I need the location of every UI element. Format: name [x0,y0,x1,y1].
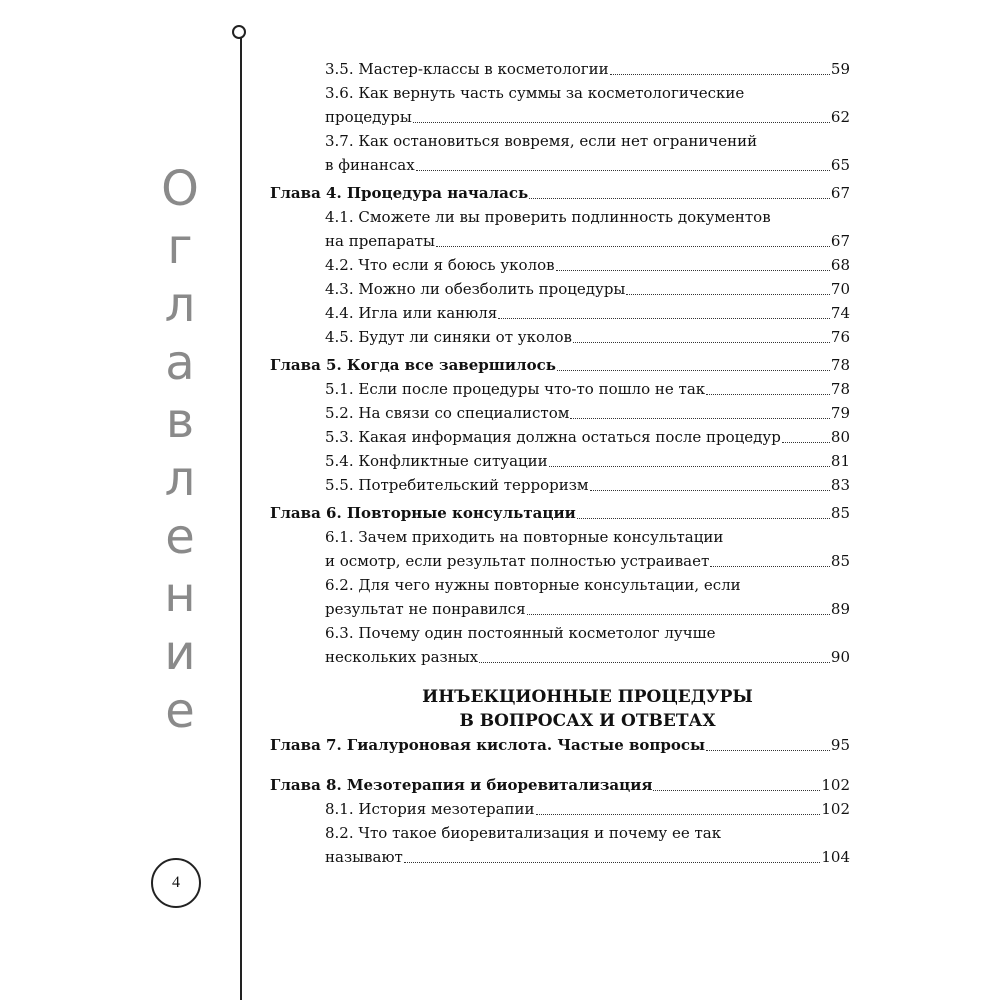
toc-entry-title: называют [325,848,403,866]
toc-entry-page: 95 [830,736,850,754]
toc-entry-page: 67 [830,184,850,202]
toc-entry-page: 68 [830,256,850,274]
toc-chapter-title: Глава 5. Когда все завершилось [270,356,556,374]
toc-chapter-title: Глава 7. Гиалуроновая кислота. Частые вопросы [270,736,706,754]
page-number-circle [151,858,201,908]
toc-entry-page: 59 [830,60,850,78]
toc-entry-3-6-line1[interactable]: 3.6. Как вернуть часть суммы за косметологические [325,84,745,102]
toc-entry-page: 83 [830,476,850,494]
toc-entry-page: 67 [830,232,850,250]
dot-leader [577,518,830,519]
toc-entry-3-5[interactable] [270,57,850,81]
vertical-title-letter: а [165,335,195,391]
toc-entry-4-5[interactable] [270,325,850,349]
dot-leader [706,750,830,751]
toc-entry-6-2[interactable] [270,597,850,621]
divider-top-circle [232,25,246,39]
vertical-title-letter: е [165,683,195,739]
toc-entry-4-1-line1[interactable]: 4.1. Сможете ли вы проверить подлинность документов [325,208,771,226]
toc-entry-page: 79 [830,404,850,422]
toc-entry-title: результат не понравился [325,600,526,618]
toc-entry-4-2[interactable] [270,253,850,277]
dot-leader [498,318,830,319]
toc-entry-8-2[interactable] [270,845,850,869]
toc-entry-title: в финансах [325,156,415,174]
toc-entry-page: 70 [830,280,850,298]
toc-entry-title: нескольких разных [325,648,479,666]
toc-entry-page: 85 [830,504,850,522]
toc-entry-title: и осмотр, если результат полностью устраивает [325,552,710,570]
dot-leader [536,814,821,815]
part-heading [270,685,850,733]
toc-entry-4-1[interactable] [270,229,850,253]
dot-leader [527,614,830,615]
toc-entry-title: 8.1. История мезотерапии [325,800,535,818]
dot-leader [413,122,830,123]
toc-entry-page: 80 [830,428,850,446]
dot-leader [573,342,830,343]
vertical-title-letter: О [161,161,199,217]
dot-leader [610,74,830,75]
toc-entry-title: 5.1. Если после процедуры что-то пошло не так [325,380,706,398]
dot-leader [782,442,830,443]
vertical-title-letter: в [165,393,195,449]
toc-entry-title: 5.3. Какая информация должна остаться после процедур [325,428,781,446]
toc-entry-6-3-line1[interactable]: 6.3. Почему один постоянный косметолог лучше [325,624,716,642]
dot-leader [529,198,830,199]
dot-leader [557,370,830,371]
toc-chapter-5[interactable] [270,353,850,377]
toc-entry-page: 102 [821,800,850,818]
toc-chapter-title: Глава 8. Мезотерапия и биоревитализация [270,776,653,794]
toc-entry-page: 90 [830,648,850,666]
dot-leader [653,790,820,791]
toc-entry-page: 81 [830,452,850,470]
toc-entry-3-7[interactable] [270,153,850,177]
toc-chapter-title: Глава 6. Повторные консультации [270,504,576,522]
toc-entry-5-2[interactable] [270,401,850,425]
vertical-title-letter: е [165,509,195,565]
vertical-title-letter: н [164,567,196,623]
toc-entry-title: 3.5. Мастер-классы в косметологии [325,60,609,78]
toc-entry-title: 5.5. Потребительский терроризм [325,476,589,494]
toc-entry-8-2-line1[interactable]: 8.2. Что такое биоревитализация и почему ее так [325,824,722,842]
toc-entry-5-3[interactable] [270,425,850,449]
part-heading-line2: В ВОПРОСАХ И ОТВЕТАХ [459,711,716,731]
toc-entry-5-1[interactable] [270,377,850,401]
toc-entry-4-3[interactable] [270,277,850,301]
toc-entry-page: 76 [830,328,850,346]
dot-leader [549,466,830,467]
toc-entry-4-4[interactable] [270,301,850,325]
toc-chapter-8[interactable] [270,773,850,797]
vertical-title-letter: л [164,277,196,333]
toc-entry-title: 5.4. Конфликтные ситуации [325,452,548,470]
toc-entry-8-1[interactable] [270,797,850,821]
toc-chapter-4[interactable] [270,181,850,205]
dot-leader [626,294,830,295]
dot-leader [479,662,830,663]
vertical-title-letter: г [167,219,193,275]
toc-entry-5-4[interactable] [270,449,850,473]
dot-leader [404,862,821,863]
toc-entry-title: 4.2. Что если я боюсь уколов [325,256,555,274]
toc-entry-page: 65 [830,156,850,174]
dot-leader [556,270,830,271]
toc-entry-title: 4.3. Можно ли обезболить процедуры [325,280,626,298]
toc-chapter-7[interactable] [270,733,850,757]
toc-entry-6-2-line1[interactable]: 6.2. Для чего нужны повторные консультации, если [325,576,741,594]
toc-entry-title: процедуры [325,108,412,126]
toc-entry-page: 104 [821,848,850,866]
toc-entry-title: на препараты [325,232,435,250]
toc-entry-3-6[interactable] [270,105,850,129]
toc-entry-page: 74 [830,304,850,322]
dot-leader [590,490,830,491]
toc-entry-6-1[interactable] [270,549,850,573]
toc-entry-page: 78 [830,380,850,398]
vertical-title-letter: и [164,625,196,681]
toc-entry-page: 78 [830,356,850,374]
vertical-title-letter: л [164,451,196,507]
toc-entry-5-5[interactable] [270,473,850,497]
page-number: 4 [172,874,180,891]
toc-entry-title: 4.4. Игла или канюля [325,304,498,322]
table-of-contents [270,57,850,869]
toc-entry-page: 89 [830,600,850,618]
dot-leader [710,566,830,567]
toc-entry-title: 4.5. Будут ли синяки от уколов [325,328,572,346]
toc-entry-6-3[interactable] [270,645,850,669]
toc-chapter-6[interactable] [270,501,850,525]
toc-entry-page: 62 [830,108,850,126]
vertical-divider-line [240,34,242,1000]
toc-entry-3-7-line1[interactable]: 3.7. Как остановиться вовремя, если нет ограничений [325,132,758,150]
vertical-title [150,160,210,740]
toc-entry-title: 5.2. На связи со специалистом [325,404,570,422]
dot-leader [706,394,830,395]
dot-leader [570,418,829,419]
part-heading-line1: ИНЪЕКЦИОННЫЕ ПРОЦЕДУРЫ [422,687,753,707]
toc-entry-page: 102 [821,776,850,794]
toc-entry-page: 85 [830,552,850,570]
toc-entry-6-1-line1[interactable]: 6.1. Зачем приходить на повторные консультации [325,528,724,546]
dot-leader [436,246,830,247]
dot-leader [416,170,830,171]
toc-chapter-title: Глава 4. Процедура началась [270,184,529,202]
